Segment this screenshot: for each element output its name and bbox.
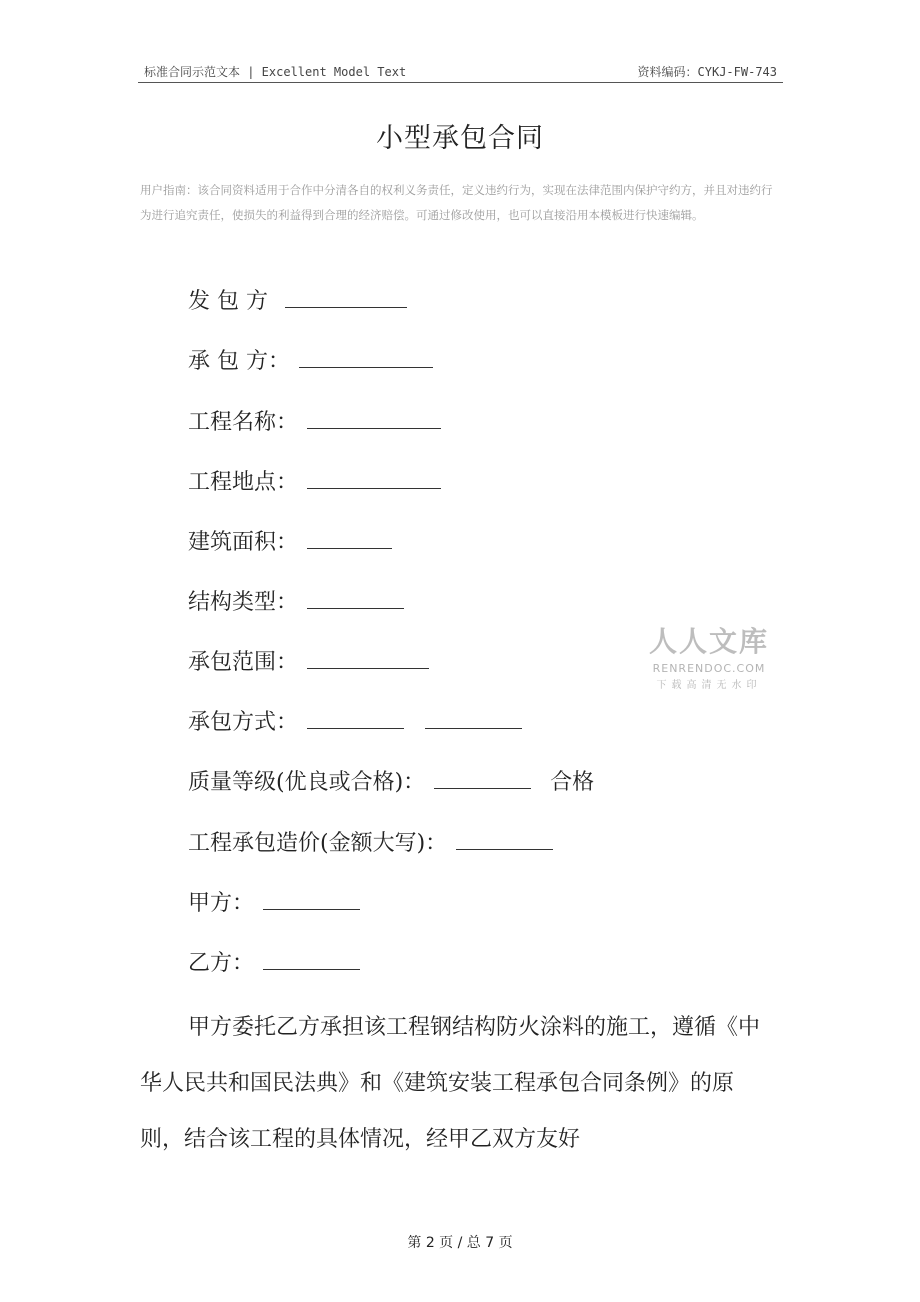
page-number: 第 2 页 / 总 7 页	[407, 1235, 513, 1251]
watermark-slogan: 下载高清无水印	[656, 680, 762, 691]
field-project-location	[188, 465, 441, 496]
field-label: 工程承包造价(金额大写)：	[188, 831, 448, 856]
watermark-logo: 人人文库	[648, 625, 769, 658]
field-label: 结构类型：	[188, 590, 299, 615]
blank-line[interactable]	[307, 648, 429, 669]
field-label: 承包方式：	[188, 710, 299, 735]
blank-line[interactable]	[263, 889, 360, 910]
field-project-name	[188, 405, 441, 436]
field-label: 质量等级(优良或合格)：	[188, 770, 426, 795]
blank-line[interactable]	[307, 408, 441, 429]
field-label: 甲方：	[188, 891, 255, 916]
field-quality-grade	[188, 765, 594, 796]
header-left-text: 标准合同示范文本 | Excellent Model Text	[144, 65, 407, 79]
blank-line[interactable]	[307, 708, 404, 729]
blank-line[interactable]	[285, 287, 407, 308]
document-code: 资料编码：CYKJ-FW-743	[637, 65, 777, 79]
field-party-a	[188, 886, 360, 917]
field-label: 工程地点：	[188, 470, 299, 495]
quality-grade-suffix: 合格	[550, 770, 595, 795]
page-header	[138, 60, 783, 83]
field-label: 承 包 方：	[188, 349, 290, 374]
blank-line[interactable]	[263, 949, 360, 970]
blank-line[interactable]	[425, 708, 522, 729]
field-contract-scope	[188, 645, 429, 676]
field-label: 工程名称：	[188, 410, 299, 435]
watermark	[646, 620, 772, 691]
blank-line[interactable]	[456, 829, 553, 850]
field-contract-price	[188, 826, 553, 857]
field-contractor-issuer	[188, 284, 407, 315]
contract-body-paragraph: 甲方委托乙方承担该工程钢结构防火涂料的施工，遵循《中华人民共和国民法典》和《建筑安装工程承包合同条例》的原则，结合该工程的具体情况，经甲乙双方友好	[140, 1015, 761, 1152]
blank-line[interactable]	[307, 588, 404, 609]
field-label: 乙方：	[188, 951, 255, 976]
field-label: 发 包 方	[188, 289, 268, 314]
field-contractor	[188, 344, 433, 375]
field-label: 承包范围：	[188, 650, 299, 675]
blank-line[interactable]	[307, 468, 441, 489]
field-structure-type	[188, 585, 404, 616]
field-building-area	[188, 525, 392, 556]
blank-line[interactable]	[434, 768, 531, 789]
blank-line[interactable]	[307, 528, 392, 549]
user-guide: 用户指南：该合同资料适用于合作中分清各自的权利义务责任，定义违约行为，实现在法律范围内保护守约方，并且对违约行为进行追究责任，使损失的利益得到合理的经济赔偿。可通过修改使用，也可以直接沿用本模板进行快速编辑。	[140, 183, 773, 222]
blank-line[interactable]	[299, 347, 433, 368]
field-contract-method	[188, 705, 522, 736]
document-title: 小型承包合同	[376, 123, 544, 154]
field-label: 建筑面积：	[188, 530, 299, 555]
watermark-domain: RENRENDOC.COM	[652, 662, 766, 675]
field-party-b	[188, 946, 360, 977]
